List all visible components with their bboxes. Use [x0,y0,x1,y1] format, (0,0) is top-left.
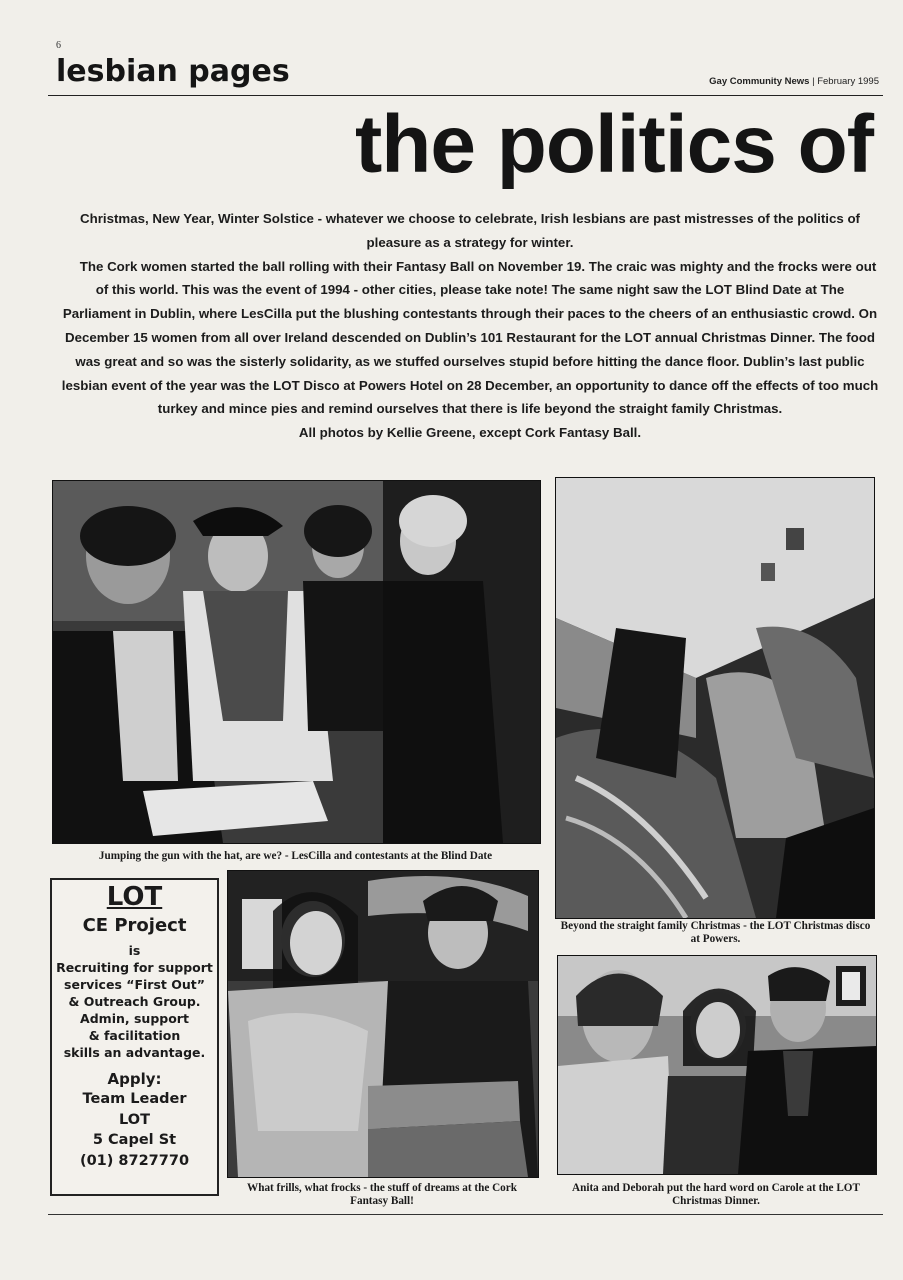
header-rule [48,95,883,96]
christmas-dinner-caption: Anita and Deborah put the hard word on Carole at the LOT Christmas Dinner. [572,1182,860,1207]
ad-apply: Apply: [107,1070,162,1088]
ad-line: services “First Out” [64,977,205,992]
ad-contact: Team Leader [82,1091,187,1107]
article-paragraph: The Cork women started the ball rolling with their Fantasy Ball on November 19. The craic was mighty and the frocks were out of this world. This was the event of 1994 - other cities, please take note! The same night saw the LOT Blind Date at The Parliament in Dublin, where LesCilla put the blushing contestants through their paces to the cheers of an enthusiastic crowd. On December 15 women from all over Ireland descended on Dublin’s 101 Restaurant for the LOT annual Christmas Dinner. The food was great and so was the sisterly solidarity, as we stuffed ourselves stupid before hitting the dance floor. Dublin’s last public lesbian event of the year was the LOT Disco at Powers Hotel on 28 December, an opportunity to dance off the effects of too much turkey and mince pies and remind ourselves that there is life beyond the straight family Christmas. [61,258,879,417]
ad-phone: (01) 8727770 [79,1152,190,1169]
ad-contact: 5 Capel St [92,1132,177,1148]
disco-caption: Beyond the straight family Christmas - the LOT Christmas disco at Powers. [560,920,871,945]
ad-line: Recruiting for support [56,960,213,975]
photo-credit: All photos by Kellie Greene, except Cork Fantasy Ball. [298,425,642,441]
ad-line: & facilitation [88,1028,181,1043]
christmas-dinner-photo [557,955,877,1175]
issue-date: February 1995 [817,76,879,87]
blind-date-caption: Jumping the gun with the hat, are we? - LesCilla and contestants at the Blind Date [98,850,493,862]
article-intro: Christmas, New Year, Winter Solstice - whatever we choose to celebrate, Irish lesbians are past mistresses of the politics of pleasure as a strategy for winter. [79,211,860,250]
ad-contact: LOT [119,1111,150,1128]
ad-line: Admin, support [80,1011,189,1026]
ad-is: is [128,943,141,958]
section-title: lesbian pages [56,54,290,89]
headline: the politics of [355,99,873,190]
disco-photo [555,477,875,919]
fantasy-ball-caption: What frills, what frocks - the stuff of dreams at the Cork Fantasy Ball! [247,1182,517,1207]
lot-recruitment-ad [50,878,219,1196]
ad-org: LOT [106,882,163,912]
article-body [60,207,880,445]
footer-rule [48,1214,883,1215]
ad-line: & Outreach Group. [68,994,201,1009]
blind-date-photo [52,480,541,844]
masthead: Gay Community News | February 1995 [709,76,879,87]
ad-line: skills an advantage. [63,1045,206,1060]
ad-project: CE Project [82,915,187,936]
page-number: 6 [56,40,61,51]
publication-name: Gay Community News [709,76,810,87]
fantasy-ball-photo [227,870,539,1178]
